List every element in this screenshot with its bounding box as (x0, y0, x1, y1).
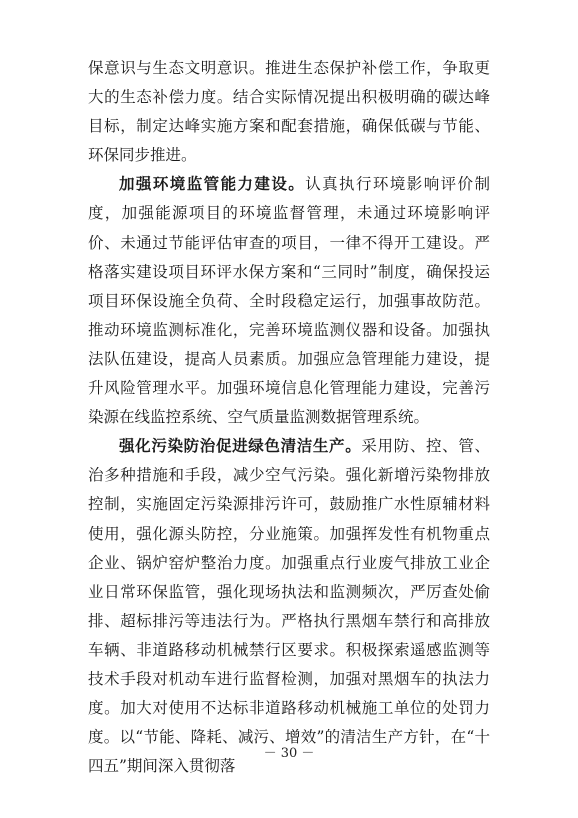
paragraph-ecological-compensation (88, 54, 490, 170)
paragraph-text: 认真执行环境影响评价制度，加强能源项目的环境监督管理，未通过环境影响评价、未通过节能评估审查的项目，一律不得开工建设。严格落实建设项目环评水保方案和“三同时”制度，确保投运项目环保设施全负荷、全时段稳定运行，加强事故防范。推动环境监测标准化，完善环境监测仪器和设备。加强执法队伍建设，提高人员素质。加强应急管理能力建设，提升风险管理水平。加强环境信息化管理能力建设，完善污染源在线监控系统、空气质量监测数据管理系统。 (88, 175, 490, 427)
paragraph-pollution-prevention (88, 432, 490, 781)
paragraph-environmental-supervision (88, 170, 490, 432)
paragraph-text: 保意识与生态文明意识。推进生态保护补偿工作，争取更大的生态补偿力度。结合实际情况提出积极明确的碳达峰目标，制定达峰实施方案和配套措施，确保低碳与节能、环保同步推进。 (88, 59, 490, 165)
paragraph-text: 采用防、控、管、治多种措施和手段，减少空气污染。强化新增污染物排放控制，实施固定污染源排污许可，鼓励推广水性原辅材料使用，强化源头防控，分业施策。加强挥发性有机物重点企业、锅炉窑炉整治力度。加强重点行业废气排放工业企业日常环保监管，强化现场执法和监测频次，严厉查处偷排、超标排污等违法行为。严格执行黑烟车禁行和高排放车辆、非道路移动机械禁行区要求。积极探索遥感监测等技术手段对机动车进行监督检测，加强对黑烟车的执法力度。加大对使用不达标非道路移动机械施工单位的处罚力度。以“节能、降耗、减污、增效”的清洁生产方针，在“十四五”期间深入贯彻落 (88, 437, 490, 776)
page-number: － 30 － (263, 746, 315, 761)
paragraph-heading: 加强环境监管能力建设。 (119, 175, 306, 194)
paragraph-heading: 强化污染防治促进绿色清洁生产。 (119, 437, 362, 456)
document-body (88, 54, 490, 781)
